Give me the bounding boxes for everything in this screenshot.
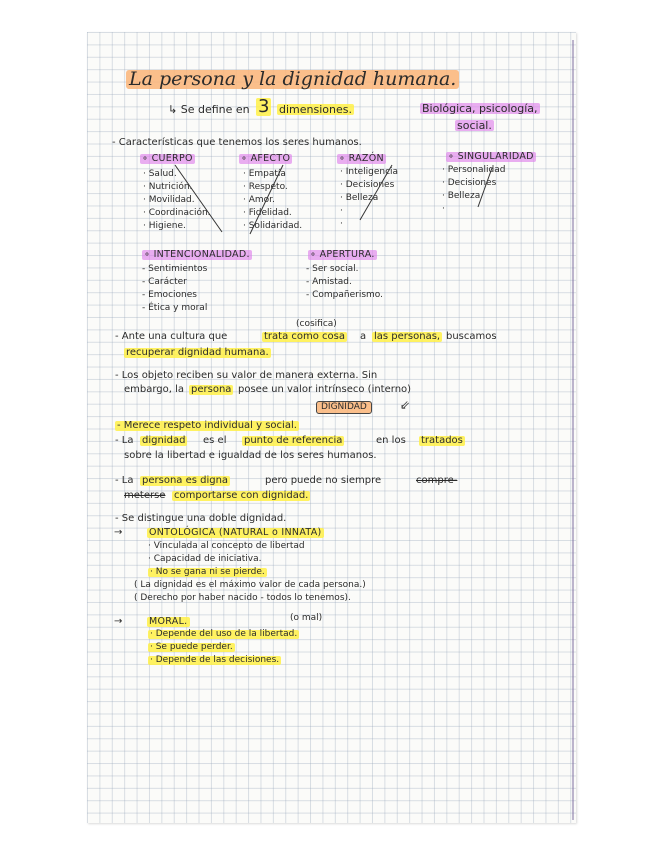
ontologica-note: ( Derecho por haber nacido - todos lo tenemos). (134, 593, 351, 603)
cultura-text: a (360, 331, 367, 342)
singularidad-item: · Decisiones (442, 178, 497, 188)
persona-digna-struck: compre- (416, 475, 458, 486)
intencionalidad-item: - Sentimientos (142, 264, 208, 274)
afecto-item: · Respeto. (243, 182, 288, 192)
afecto-item: · Amor. (243, 195, 275, 205)
ontologica-item: · No se gana ni se pierde. (150, 567, 265, 577)
moral-item: · Se puede perder. (150, 642, 233, 652)
intencionalidad-item: - Carácter (142, 277, 187, 287)
punto-text: - La (115, 435, 134, 446)
apertura-item: - Ser social. (306, 264, 359, 274)
ontologica-note: ( La dignidad es el máximo valor de cada persona.) (134, 580, 366, 590)
page-title: La persona y la dignidad humana. (126, 70, 459, 89)
apertura-item: - Compañerismo. (306, 290, 384, 300)
singularidad-item: · Personalidad (442, 165, 506, 175)
punto-text: en los (376, 435, 406, 446)
persona-digna-highlight: persona es digna (142, 475, 229, 486)
cuerpo-item: · Coordinación. (143, 208, 211, 218)
intencionalidad-item: - Ética y moral (142, 303, 208, 313)
singularidad-heading: ∘ SINGULARIDAD (448, 151, 534, 162)
intencionalidad-item: - Emociones (142, 290, 197, 300)
objeto-highlight: persona (191, 384, 232, 395)
razon-item: · Belleza (340, 193, 379, 203)
distingue-line: - Se distingue una doble dignidad. (115, 513, 287, 524)
ontologica-heading: ONTOLÓGICA (NATURAL o INNATA) (149, 527, 322, 538)
razon-item: · Decisiones (340, 180, 395, 190)
cultura-line-2: recuperar dignidad humana. (126, 347, 269, 358)
punto-highlight: tratados (421, 435, 463, 446)
merece-line: - Merece respeto individual y social. (117, 420, 297, 431)
caracteristicas-heading: - Características que tenemos los seres humanos. (112, 137, 362, 148)
moral-item: · Depende del uso de la libertad. (150, 629, 298, 639)
dignidad-label: DIGNIDAD (316, 401, 372, 414)
cuerpo-item: · Salud. (143, 169, 177, 179)
subtitle-number: 3 (258, 96, 270, 117)
punto-text: es el (203, 435, 227, 446)
intencionalidad-heading: ∘ INTENCIONALIDAD. (144, 249, 250, 260)
punto-line-2: sobre la libertad e igualdad de los seres humanos. (124, 450, 377, 461)
singularidad-item: · Belleza (442, 191, 481, 201)
ontologica-arrow-icon: → (114, 527, 123, 538)
objeto-line-2a: embargo, la (124, 384, 185, 395)
afecto-item: · Fidelidad. (243, 208, 292, 218)
persona-digna-text: - La (115, 475, 134, 486)
subtitle-word: dimensiones. (279, 103, 352, 116)
afecto-item: · Solidaridad. (243, 221, 303, 231)
cultura-text: buscamos (446, 331, 497, 342)
persona-digna-text: pero puede no siempre (265, 475, 382, 486)
persona-digna-highlight: comportarse con dignidad. (174, 490, 309, 501)
persona-digna-struck: meterse (124, 490, 166, 501)
cuerpo-item: · Movilidad. (143, 195, 195, 205)
razon-item: · Inteligencia (340, 167, 399, 177)
cultura-highlight: trata como cosa (264, 331, 345, 342)
afecto-heading: ∘ AFECTO (241, 153, 291, 164)
down-left-arrow-icon: ⇙ (400, 398, 411, 412)
cuerpo-item: · Higiene. (143, 221, 186, 231)
ontologica-item: · Vinculada al concepto de libertad (148, 541, 305, 551)
subtitle-list: Biológica, psicología, (422, 102, 538, 115)
apertura-item: - Amistad. (306, 277, 352, 287)
cosifica-annotation: (cosifica) (296, 319, 337, 329)
singularidad-item: · (442, 204, 445, 214)
apertura-heading: ∘ APERTURA. (310, 249, 375, 260)
punto-highlight: dignidad (142, 435, 186, 446)
objeto-line-1: - Los objeto reciben su valor de manera externa. Sin (115, 370, 378, 381)
razon-item: · (340, 219, 343, 229)
razon-item: · (340, 206, 343, 216)
cuerpo-heading: ∘ CUERPO (142, 153, 193, 164)
moral-arrow-icon: → (114, 616, 123, 627)
punto-highlight: punto de referencia (244, 435, 343, 446)
afecto-item: · Empatía (243, 169, 286, 179)
subtitle-prefix: ↳ Se define en (168, 103, 250, 116)
cuerpo-item: · Nutrición. (143, 182, 193, 192)
cultura-highlight: las personas, (374, 331, 441, 342)
moral-annotation: (o mal) (290, 613, 323, 623)
objeto-line-2c: posee un valor intrínseco (interno) (238, 384, 412, 395)
subtitle-list-2: social. (457, 119, 492, 132)
moral-heading: MORAL. (149, 616, 188, 627)
moral-item: · Depende de las decisiones. (150, 655, 280, 665)
razon-heading: ∘ RAZÓN (339, 153, 384, 164)
cultura-text: - Ante una cultura que (115, 331, 228, 342)
ontologica-item: · Capacidad de iniciativa. (148, 554, 262, 564)
